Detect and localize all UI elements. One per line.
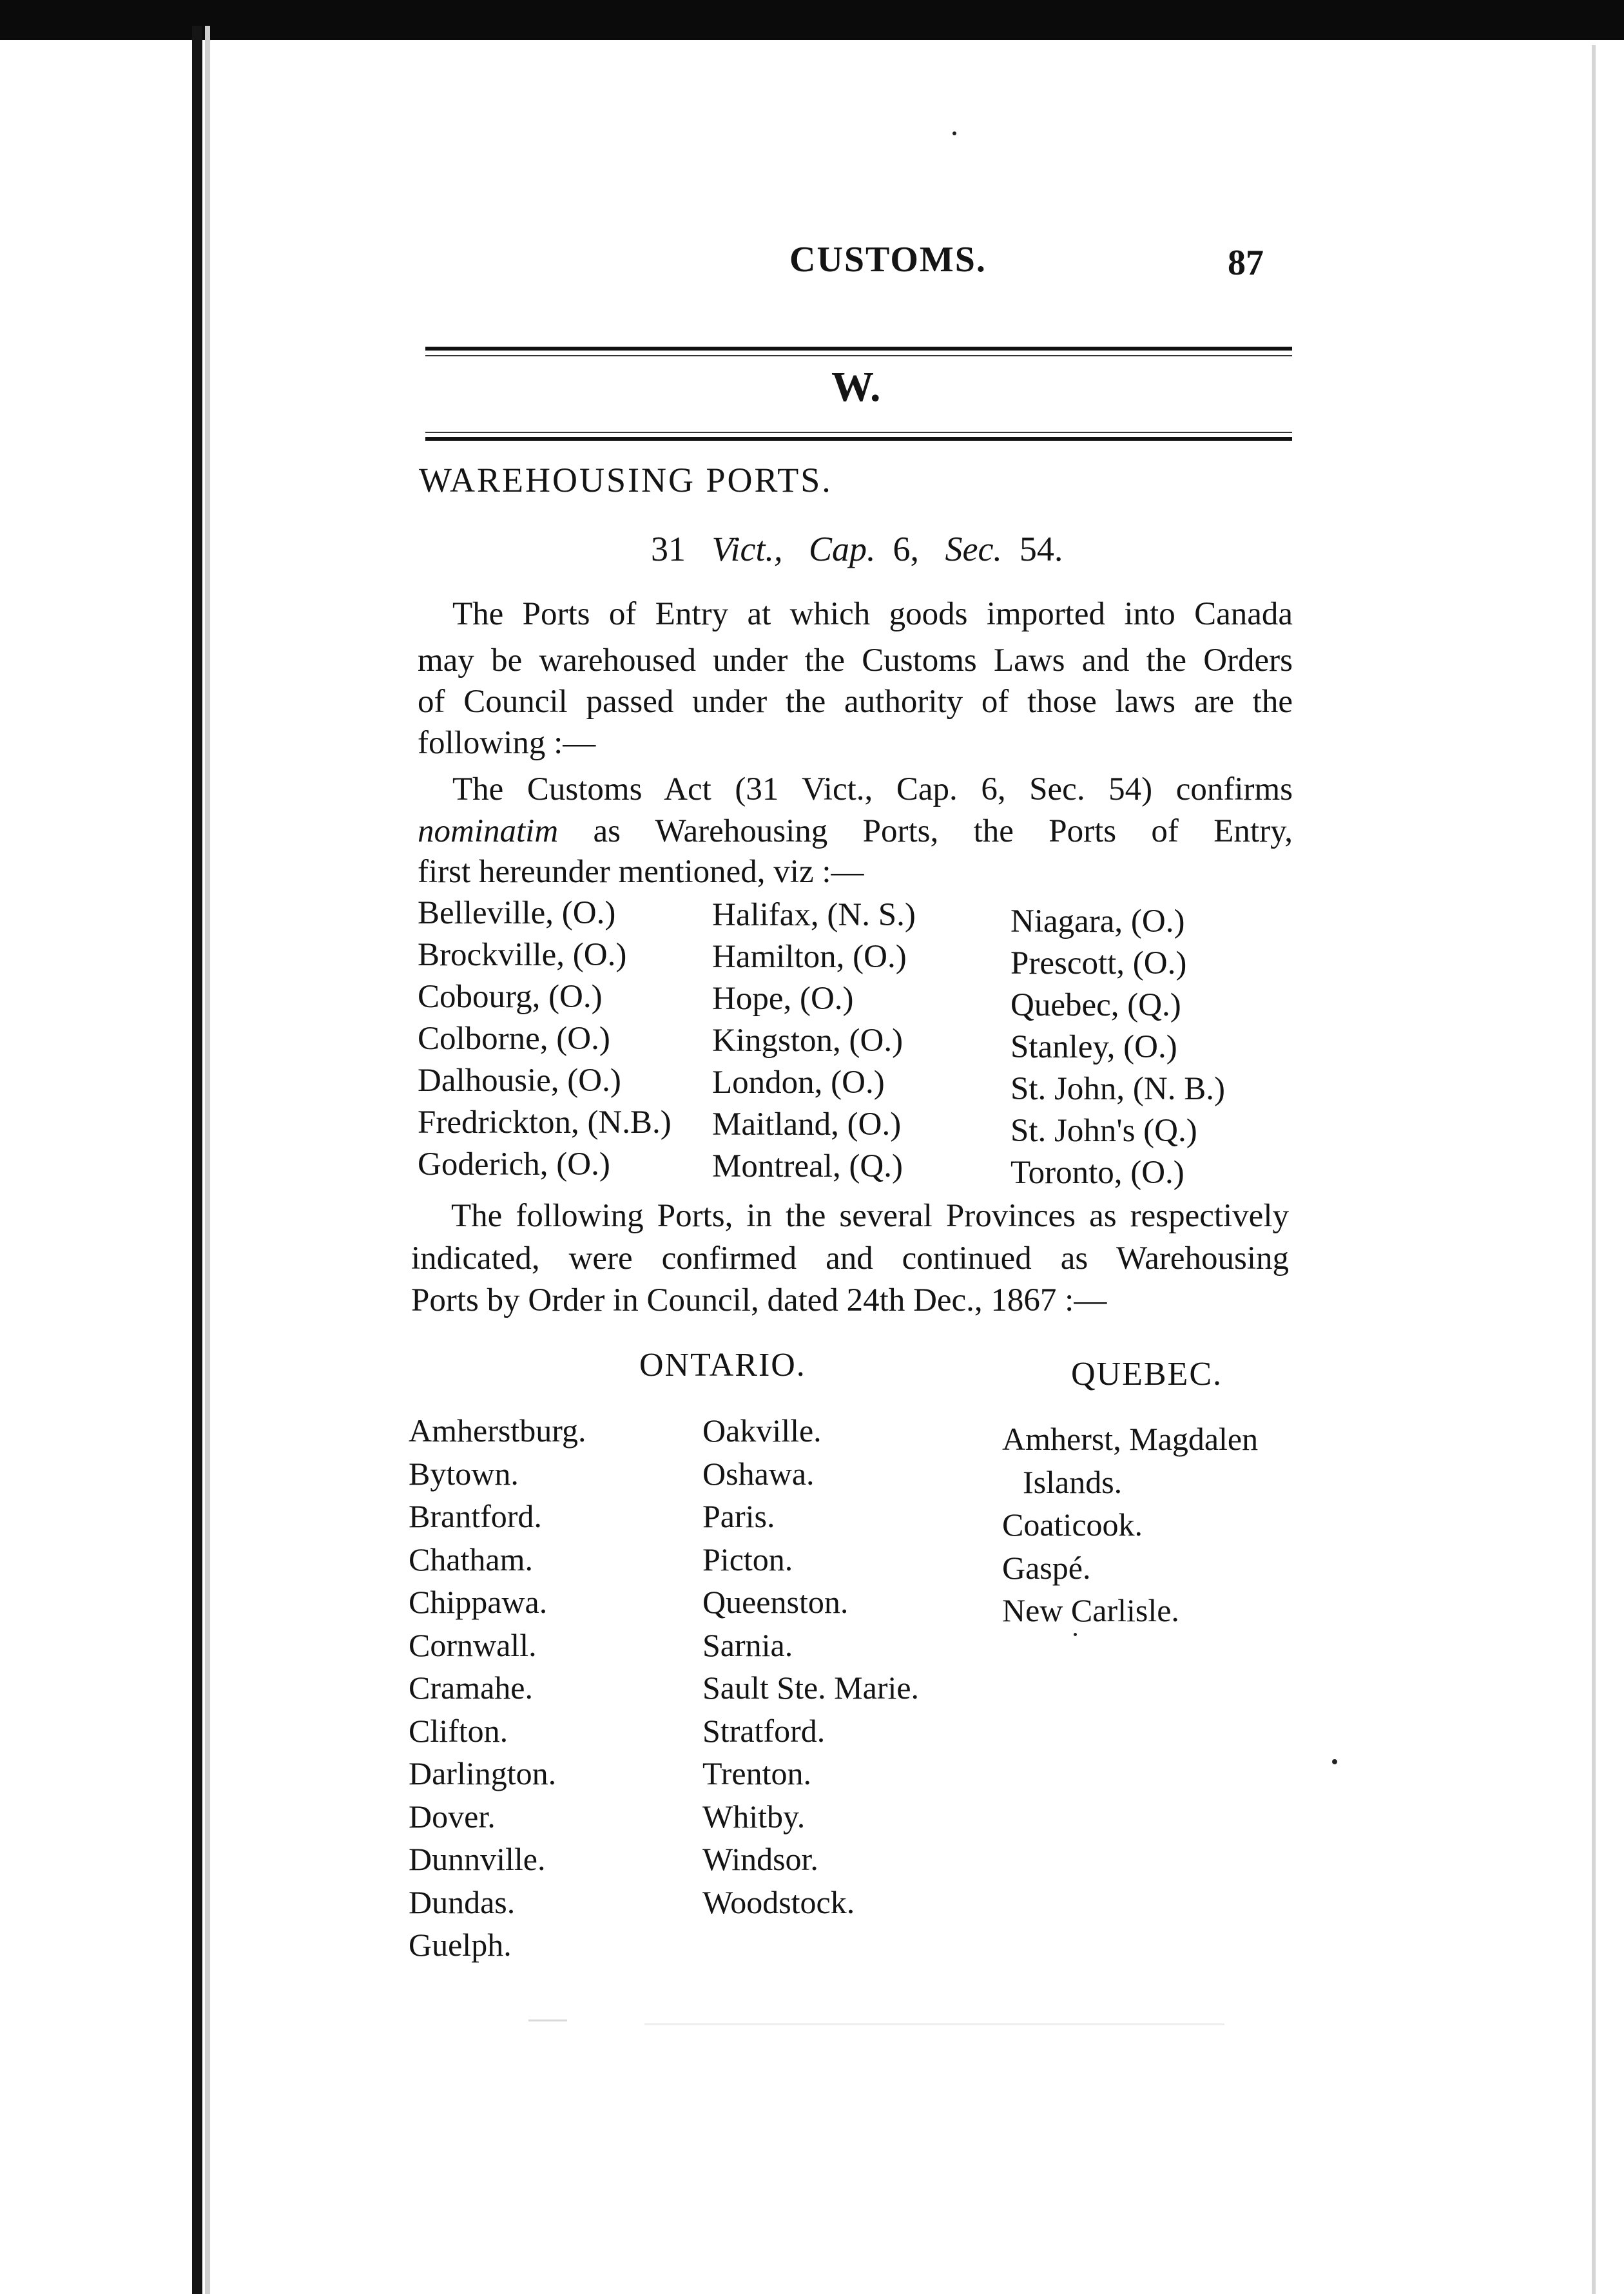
ontario-column-1	[409, 1414, 586, 1972]
ontario-port: Brantford.	[409, 1498, 542, 1534]
port-entry: Maitland, (O.)	[712, 1106, 902, 1142]
ontario-port: Oakville.	[702, 1412, 822, 1449]
port-entry: St. John, (N. B.)	[1010, 1071, 1225, 1107]
ontario-port: Oshawa.	[702, 1455, 815, 1492]
paragraph1-line: The Ports of Entry at which goods imported into Canada	[452, 596, 1293, 632]
ontario-port: Amherstburg.	[409, 1412, 586, 1449]
ontario-port: Dover.	[409, 1798, 496, 1835]
running-head: CUSTOMS.	[789, 240, 987, 280]
ports-act-column-1	[418, 897, 672, 1190]
paragraph1-line: of Council passed under the authority of those laws are the	[418, 684, 1293, 720]
ontario-port: Woodstock.	[702, 1884, 855, 1920]
port-entry: Kingston, (O.)	[712, 1023, 904, 1059]
port-entry: Toronto, (O.)	[1010, 1155, 1184, 1191]
paragraph1-line: following :—	[418, 725, 596, 761]
quebec-port: Amherst, Magdalen	[1002, 1421, 1259, 1457]
quebec-port: Gaspé.	[1002, 1549, 1091, 1586]
paragraph1-line: may be warehoused under the Customs Laws and the Orders	[418, 642, 1293, 679]
ports-act-column-2	[712, 899, 916, 1192]
paragraph2-italic-word: nominatim	[418, 813, 559, 849]
statute-num: 31	[651, 530, 686, 568]
ontario-port: Picton.	[702, 1541, 793, 1577]
quebec-port: New Carlisle.	[1002, 1592, 1179, 1628]
paragraph2-line-rest: as Warehousing Ports, the Ports of Entry,	[593, 813, 1293, 849]
paragraph2-line	[418, 815, 1293, 848]
top-rule-thin	[425, 355, 1292, 356]
ontario-port: Windsor.	[702, 1841, 818, 1877]
ontario-port: Cramahe.	[409, 1670, 533, 1706]
statute-cap: Cap.	[808, 530, 876, 568]
port-entry: Colborne, (O.)	[418, 1021, 610, 1057]
ontario-port: Clifton.	[409, 1712, 508, 1749]
port-entry: Fredrickton, (N.B.)	[418, 1104, 672, 1141]
port-entry: Brockville, (O.)	[418, 937, 627, 973]
ontario-port: Guelph.	[409, 1927, 512, 1963]
port-entry: Niagara, (O.)	[1010, 903, 1185, 940]
quebec-heading: QUEBEC.	[1071, 1356, 1223, 1393]
paragraph2-line: first hereunder mentioned, viz :—	[418, 854, 864, 890]
port-entry: Dalhousie, (O.)	[418, 1063, 621, 1099]
paragraph3-line: indicated, were confirmed and continued as Warehousing	[411, 1240, 1289, 1277]
quebec-port: Coaticook.	[1002, 1507, 1143, 1543]
statute-reference	[651, 532, 1063, 566]
ontario-port: Paris.	[702, 1498, 775, 1534]
paragraph2-line: The Customs Act (31 Vict., Cap. 6, Sec. 54) confirms	[452, 771, 1293, 807]
scan-smudge	[528, 2019, 567, 2021]
paragraph3-line: Ports by Order in Council, dated 24th Dec., 1867 :—	[411, 1282, 1107, 1318]
page-number: 87	[1228, 243, 1264, 283]
bottom-rule-thin	[425, 432, 1292, 433]
quebec-port: Islands.	[1023, 1463, 1123, 1500]
port-entry: Hamilton, (O.)	[712, 939, 907, 975]
port-entry: Halifax, (N. S.)	[712, 897, 916, 933]
ontario-port: Dundas.	[409, 1884, 516, 1920]
ontario-port: Sarnia.	[702, 1626, 793, 1663]
ontario-heading: ONTARIO.	[639, 1347, 806, 1383]
section-letter: W.	[831, 363, 881, 410]
statute-sec-num: 54.	[1019, 530, 1063, 568]
ontario-port: Sault Ste. Marie.	[702, 1670, 920, 1706]
port-entry: Cobourg, (O.)	[418, 979, 603, 1015]
scan-speck	[1332, 1759, 1337, 1764]
scan-speck	[952, 131, 956, 135]
ontario-port: Chatham.	[409, 1541, 534, 1577]
ontario-port: Darlington.	[409, 1755, 557, 1791]
port-entry: Montreal, (Q.)	[712, 1148, 903, 1184]
ontario-port: Dunnville.	[409, 1841, 546, 1877]
ontario-port: Whitby.	[702, 1798, 806, 1835]
port-entry: Stanley, (O.)	[1010, 1029, 1177, 1065]
port-entry: Quebec, (Q.)	[1010, 987, 1181, 1023]
scan-bleed-through	[644, 2023, 1224, 2025]
ontario-port: Chippawa.	[409, 1584, 548, 1620]
port-entry: St. John's (Q.)	[1010, 1113, 1197, 1149]
ontario-port: Bytown.	[409, 1455, 519, 1492]
port-entry: Belleville, (O.)	[418, 895, 616, 931]
ontario-port: Trenton.	[702, 1755, 812, 1791]
top-rule-thick	[425, 347, 1292, 351]
quebec-column	[1002, 1423, 1258, 1637]
paragraph3-line: The following Ports, in the several Provinces as respectively	[451, 1198, 1289, 1234]
statute-sec: Sec.	[945, 530, 1002, 568]
scan-speck	[1074, 1633, 1077, 1636]
ontario-port: Queenston.	[702, 1584, 849, 1620]
ontario-port: Stratford.	[702, 1712, 826, 1749]
ontario-port: Cornwall.	[409, 1626, 537, 1663]
port-entry: Prescott, (O.)	[1010, 945, 1187, 981]
statute-vict: Vict.,	[711, 530, 783, 568]
bottom-rule-thick	[425, 437, 1292, 441]
section-title: WAREHOUSING PORTS.	[419, 461, 833, 499]
ports-act-column-3	[1010, 905, 1225, 1199]
port-entry: Goderich, (O.)	[418, 1146, 610, 1182]
ontario-column-2	[702, 1414, 919, 1929]
port-entry: Hope, (O.)	[712, 981, 854, 1017]
port-entry: London, (O.)	[712, 1065, 885, 1101]
statute-cap-num: 6,	[893, 530, 919, 568]
